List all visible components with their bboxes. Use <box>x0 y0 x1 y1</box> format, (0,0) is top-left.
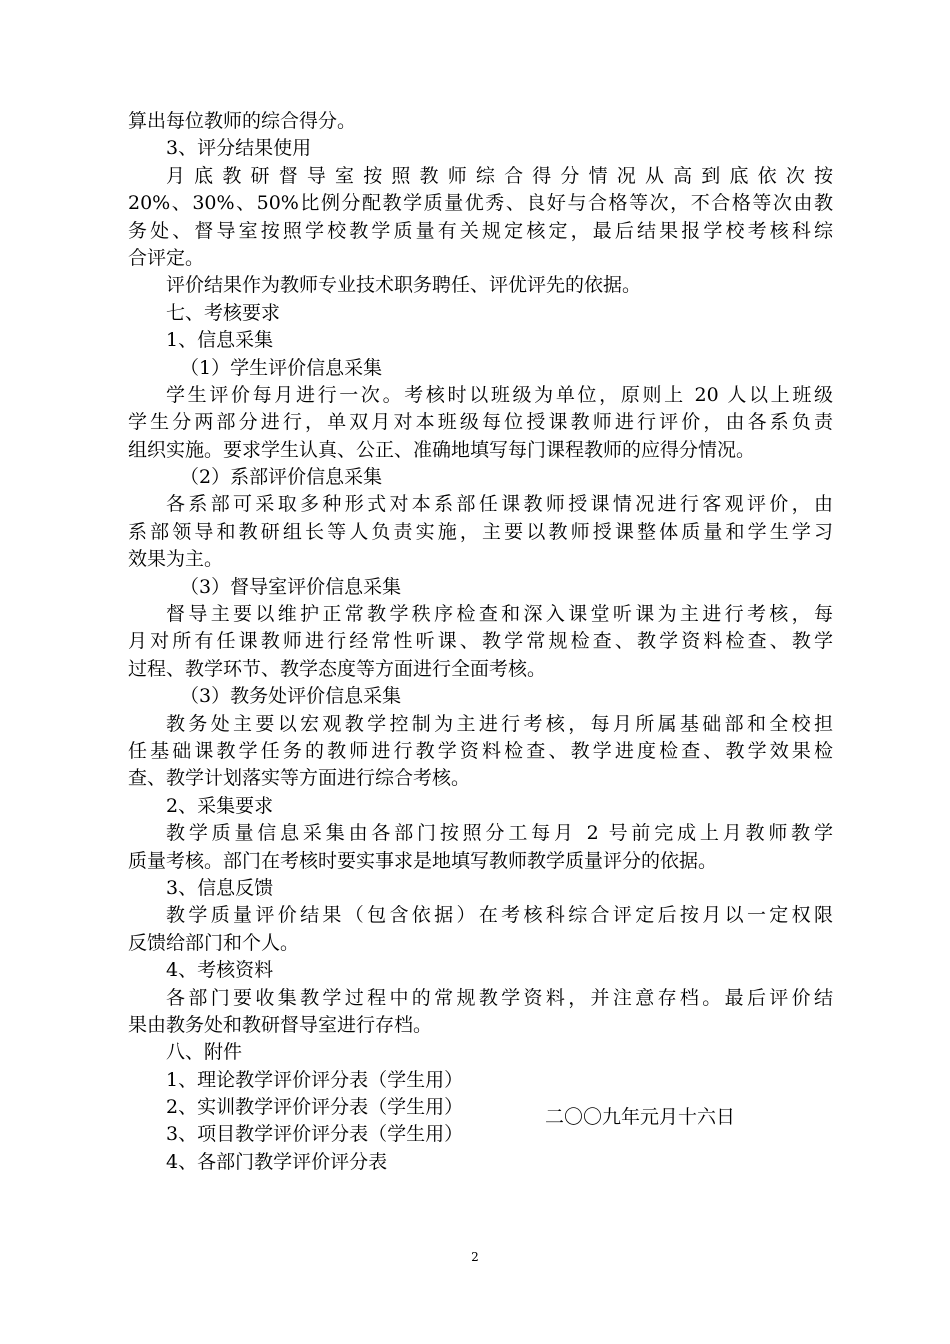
subsection-heading: （3）督导室评价信息采集 <box>180 575 402 598</box>
attachment-item: 3、项目教学评价评分表（学生用） <box>166 1123 464 1146</box>
section-heading: 3、评分结果使用 <box>166 137 312 160</box>
text-line: 质量考核。部门在考核时要实事求是地填写教师教学质量评分的依据。 <box>128 849 718 872</box>
text-line: 月底教研督导室按照教师综合得分情况从高到底依次按 <box>166 164 833 187</box>
section-heading: 2、采集要求 <box>166 794 274 817</box>
attachment-item: 2、实训教学评价评分表（学生用） <box>166 1096 464 1119</box>
text-line: 务处、督导室按照学校教学质量有关规定核定，最后结果报学校考核科综 <box>128 219 833 242</box>
subsection-heading: （1）学生评价信息采集 <box>180 356 383 379</box>
text-line: 反馈给部门和个人。 <box>128 931 300 954</box>
text-line: 过程、教学环节、教学态度等方面进行全面考核。 <box>128 657 547 680</box>
attachment-item: 4、各部门教学评价评分表 <box>166 1150 388 1173</box>
text-line: 督导主要以维护正常教学秩序检查和深入课堂听课为主进行考核，每 <box>166 603 833 626</box>
text-line: 学生评价每月进行一次。考核时以班级为单位，原则上 20 人以上班级 <box>166 383 833 406</box>
text-line: 教务处主要以宏观教学控制为主进行考核，每月所属基础部和全校担 <box>166 712 833 735</box>
text-line: 算出每位教师的综合得分。 <box>128 110 357 132</box>
text-line: 教学质量信息采集由各部门按照分工每月 2 号前完成上月教师教学 <box>166 822 833 845</box>
section-heading: 七、考核要求 <box>166 301 281 324</box>
subsection-heading: （3）教务处评价信息采集 <box>180 685 402 708</box>
document-body <box>128 108 833 1176</box>
text-line: 系部领导和教研组长等人负责实施，主要以教师授课整体质量和学生学习 <box>128 520 833 543</box>
text-line: 学生分两部分进行，单双月对本班级每位授课教师进行评价，由各系负责 <box>128 411 833 434</box>
section-heading: 3、信息反馈 <box>166 876 274 899</box>
text-line: 任基础课教学任务的教师进行教学资料检查、教学进度检查、教学效果检 <box>128 739 833 762</box>
page-number: 2 <box>471 1250 479 1264</box>
section-heading: 4、考核资料 <box>166 959 274 982</box>
subsection-heading: （2）系部评价信息采集 <box>180 466 383 489</box>
section-heading: 八、附件 <box>166 1041 243 1064</box>
text-line: 教学质量评价结果（包含依据）在考核科综合评定后按月以一定权限 <box>166 904 833 927</box>
attachment-item: 1、理论教学评价评分表（学生用） <box>166 1068 464 1091</box>
document-date: 二〇〇九年元月十六日 <box>545 1106 736 1128</box>
text-line: 月对所有任课教师进行经常性听课、教学常规检查、教学资料检查、教学 <box>128 630 833 653</box>
text-line: 果由教务处和教研督导室进行存档。 <box>128 1013 433 1036</box>
text-line: 20%、30%、50%比例分配教学质量优秀、良好与合格等次，不合格等次由教 <box>128 192 833 215</box>
text-line: 查、教学计划落实等方面进行综合考核。 <box>128 767 471 790</box>
text-line: 效果为主。 <box>128 548 224 571</box>
text-line: 评价结果作为教师专业技术职务聘任、评优评先的依据。 <box>166 274 642 297</box>
section-heading: 1、信息采集 <box>166 329 274 352</box>
text-line: 各部门要收集教学过程中的常规教学资料，并注意存档。最后评价结 <box>166 986 833 1009</box>
text-line: 各系部可采取多种形式对本系部任课教师授课情况进行客观评价，由 <box>166 493 833 516</box>
text-line: 组织实施。要求学生认真、公正、准确地填写每门课程教师的应得分情况。 <box>128 438 756 461</box>
text-line: 合评定。 <box>128 246 205 269</box>
